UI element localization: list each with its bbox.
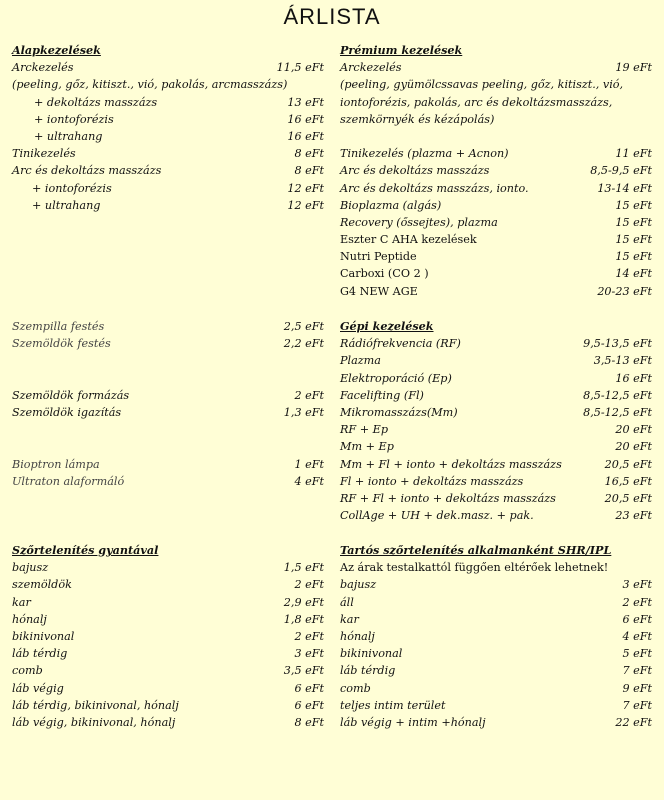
item-name: Facelifting (Fl) bbox=[340, 388, 424, 402]
price-row bbox=[12, 473, 324, 490]
price-row bbox=[12, 111, 324, 128]
price-row bbox=[340, 352, 652, 369]
item-name: Arc és dekoltázs masszázs, ionto. bbox=[340, 181, 529, 195]
item-price: 6 eFt bbox=[294, 698, 324, 712]
item-price: 2,5 eFt bbox=[283, 320, 324, 333]
tartos-heading: Tartós szőrtelenítés alkalmanként SHR/IPL bbox=[340, 543, 612, 557]
item-name: Arckezelés bbox=[340, 61, 402, 75]
price-row bbox=[340, 145, 652, 162]
item-price: 11 eFt bbox=[615, 147, 652, 161]
item-name: hónalj bbox=[340, 629, 375, 643]
item-name: Nutri Peptide bbox=[340, 250, 417, 264]
item-price: 2 eFt bbox=[294, 389, 324, 402]
item-price: 4 eFt bbox=[294, 475, 324, 489]
item-price: 1,5 eFt bbox=[283, 561, 324, 575]
item-price: 5 eFt bbox=[622, 647, 652, 661]
page-title: ÁRLISTA bbox=[283, 4, 381, 29]
alapkezelesek-section bbox=[12, 42, 324, 214]
price-row bbox=[12, 697, 324, 714]
item-name: + iontoforézis bbox=[32, 181, 112, 195]
item-price: 7 eFt bbox=[622, 664, 652, 678]
brow-shaping-section bbox=[12, 387, 324, 421]
price-row bbox=[340, 473, 652, 490]
item-name: láb térdig bbox=[12, 647, 68, 661]
price-row bbox=[340, 335, 652, 352]
price-row bbox=[340, 248, 652, 265]
item-name: kar bbox=[12, 595, 31, 609]
item-name: RF + Ep bbox=[340, 423, 389, 437]
item-price: 11,5 eFt bbox=[276, 61, 324, 75]
item-name: áll bbox=[340, 595, 354, 609]
price-row bbox=[340, 628, 652, 645]
price-row bbox=[340, 404, 652, 421]
item-price: 14 eFt bbox=[615, 267, 652, 281]
item-price: 6 eFt bbox=[622, 612, 652, 626]
item-price: 16 eFt bbox=[287, 129, 324, 143]
item-name: Tinikezelés bbox=[12, 147, 76, 161]
item-name: Ultraton alaformáló bbox=[12, 475, 125, 489]
item-name: Arckezelés bbox=[12, 61, 74, 75]
item-price: 15 eFt bbox=[615, 215, 652, 229]
item-name: Bioplazma (algás) bbox=[340, 198, 442, 212]
item-name: bajusz bbox=[340, 578, 377, 592]
item-name: szemöldök bbox=[12, 578, 72, 592]
item-price: 20-23 eFt bbox=[597, 284, 652, 298]
price-row bbox=[340, 180, 652, 197]
price-row bbox=[340, 714, 652, 731]
price-row bbox=[12, 387, 324, 404]
price-row bbox=[12, 576, 324, 593]
item-name: láb térdig, bikinivonal, hónalj bbox=[12, 698, 179, 712]
item-price: 1,3 eFt bbox=[283, 406, 324, 420]
item-price: 13 eFt bbox=[287, 95, 324, 109]
price-row bbox=[12, 456, 324, 473]
price-row bbox=[340, 438, 652, 455]
price-note: Az árak testalkattól függően eltérőek lehetnek! bbox=[340, 561, 609, 575]
item-price: 13-14 eFt bbox=[597, 181, 652, 195]
item-price: 19 eFt bbox=[615, 61, 652, 75]
item-description: (peeling, gőz, kitiszt., vió, pakolás, arcmasszázs) bbox=[12, 78, 288, 92]
gyanta-heading: Szőrtelenítés gyantával bbox=[12, 543, 159, 557]
price-row bbox=[12, 197, 324, 214]
premium-heading: Prémium kezelések bbox=[340, 43, 463, 57]
item-price: 9,5-13,5 eFt bbox=[583, 337, 652, 351]
price-row bbox=[12, 94, 324, 111]
price-row bbox=[340, 611, 652, 628]
item-price: 6 eFt bbox=[294, 681, 324, 695]
item-name: Szemöldök festés bbox=[12, 337, 111, 351]
price-row bbox=[340, 231, 652, 248]
item-name: láb végig bbox=[12, 681, 64, 695]
item-name: CollAge + UH + dek.masz. + pak. bbox=[340, 509, 534, 523]
price-row bbox=[12, 559, 324, 576]
price-row bbox=[340, 59, 652, 76]
price-row bbox=[12, 335, 324, 352]
price-row bbox=[340, 283, 652, 300]
item-price: 8 eFt bbox=[294, 715, 324, 729]
price-row bbox=[12, 404, 324, 421]
item-name: Recovery (őssejtes), plazma bbox=[340, 215, 498, 229]
item-price: 3 eFt bbox=[294, 647, 324, 661]
device-misc-section bbox=[12, 456, 324, 490]
item-price: 16,5 eFt bbox=[604, 474, 652, 488]
item-name: + ultrahang bbox=[34, 129, 103, 143]
price-row bbox=[12, 180, 324, 197]
item-price: 9 eFt bbox=[622, 681, 652, 695]
item-description: iontoforézis, pakolás, arc és dekoltázsmasszázs, bbox=[340, 95, 613, 109]
item-price: 15 eFt bbox=[615, 198, 652, 212]
price-row bbox=[340, 697, 652, 714]
price-row bbox=[340, 456, 652, 473]
item-price: 12 eFt bbox=[287, 198, 324, 212]
price-row bbox=[340, 507, 652, 524]
item-name: Szemöldök formázás bbox=[12, 389, 130, 402]
item-name: Mikromasszázs(Mm) bbox=[340, 405, 458, 419]
item-name: bikinivonal bbox=[340, 647, 403, 661]
price-row bbox=[12, 318, 324, 335]
item-name: RF + Fl + ionto + dekoltázs masszázs bbox=[340, 491, 556, 505]
price-row bbox=[340, 197, 652, 214]
price-row bbox=[340, 387, 652, 404]
gepi-heading: Gépi kezelések bbox=[340, 319, 434, 333]
item-price: 12 eFt bbox=[287, 181, 324, 195]
item-name: láb végig, bikinivonal, hónalj bbox=[12, 715, 176, 729]
item-name: Elektroporáció (Ep) bbox=[340, 371, 452, 385]
item-price: 8 eFt bbox=[294, 164, 324, 178]
price-row bbox=[340, 662, 652, 679]
item-name: Plazma bbox=[340, 354, 381, 368]
item-price: 16 eFt bbox=[615, 371, 652, 385]
item-price: 3 eFt bbox=[622, 578, 652, 592]
item-price: 20,5 eFt bbox=[604, 491, 652, 505]
price-row bbox=[340, 645, 652, 662]
price-row bbox=[12, 59, 324, 76]
item-name: hónalj bbox=[12, 612, 47, 626]
gepi-section bbox=[340, 318, 652, 524]
item-name: Rádiófrekvencia (RF) bbox=[340, 337, 461, 351]
price-row bbox=[340, 594, 652, 611]
item-name: comb bbox=[12, 664, 43, 678]
spacer bbox=[340, 128, 652, 145]
item-price: 8 eFt bbox=[294, 147, 324, 161]
item-price: 1 eFt bbox=[294, 458, 324, 471]
price-row bbox=[12, 128, 324, 145]
item-name: Mm + Ep bbox=[340, 440, 394, 454]
item-price: 15 eFt bbox=[615, 233, 652, 247]
item-price: 7 eFt bbox=[622, 698, 652, 712]
eye-treatments-section bbox=[12, 318, 324, 352]
item-price: 20 eFt bbox=[615, 440, 652, 454]
alapkezelesek-heading: Alapkezelések bbox=[12, 43, 101, 57]
price-row bbox=[340, 680, 652, 697]
price-row bbox=[340, 162, 652, 179]
item-name: + dekoltázs masszázs bbox=[34, 95, 158, 109]
item-name: Szemöldök igazítás bbox=[12, 406, 122, 420]
price-row bbox=[340, 214, 652, 231]
price-row bbox=[12, 628, 324, 645]
price-row bbox=[12, 645, 324, 662]
price-row bbox=[12, 145, 324, 162]
item-name: Tinikezelés (plazma + Acnon) bbox=[340, 147, 509, 161]
price-row bbox=[12, 714, 324, 731]
item-price: 22 eFt bbox=[615, 715, 652, 729]
item-name: Carboxi (CO 2 ) bbox=[340, 267, 429, 281]
item-name: comb bbox=[340, 681, 371, 695]
item-price: 16 eFt bbox=[287, 112, 324, 126]
item-name: kar bbox=[340, 612, 359, 626]
price-row bbox=[340, 490, 652, 507]
item-price: 2,9 eFt bbox=[283, 595, 324, 609]
price-row bbox=[12, 662, 324, 679]
price-row bbox=[340, 265, 652, 282]
item-price: 23 eFt bbox=[615, 509, 652, 523]
item-price: 1,8 eFt bbox=[283, 612, 324, 626]
item-price: 8,5-12,5 eFt bbox=[583, 405, 652, 419]
item-name: bajusz bbox=[12, 561, 49, 575]
gyanta-section bbox=[12, 542, 324, 731]
item-price: 4 eFt bbox=[622, 629, 652, 643]
price-row bbox=[340, 421, 652, 438]
item-price: 2 eFt bbox=[622, 595, 652, 609]
item-price: 8,5-12,5 eFt bbox=[583, 388, 652, 402]
item-name: Fl + ionto + dekoltázs masszázs bbox=[340, 474, 524, 488]
premium-section bbox=[340, 42, 652, 300]
item-price: 3,5-13 eFt bbox=[593, 354, 652, 368]
item-name: + ultrahang bbox=[32, 198, 101, 212]
item-name: Bioptron lámpa bbox=[12, 458, 100, 471]
item-name: Eszter C AHA kezelések bbox=[340, 233, 477, 247]
item-price: 8,5-9,5 eFt bbox=[590, 164, 652, 178]
item-name: teljes intim terület bbox=[340, 698, 446, 712]
item-name: + iontoforézis bbox=[34, 112, 114, 126]
item-price: 3,5 eFt bbox=[283, 664, 324, 678]
item-name: Mm + Fl + ionto + dekoltázs masszázs bbox=[340, 457, 562, 471]
item-description: szemkörnyék és kézápolás) bbox=[340, 112, 495, 126]
item-name: Arc és dekoltázs masszázs bbox=[12, 164, 162, 178]
price-row bbox=[340, 576, 652, 593]
item-name: láb végig + intim +hónalj bbox=[340, 715, 486, 729]
price-row bbox=[340, 370, 652, 387]
item-name: láb térdig bbox=[340, 664, 396, 678]
item-price: 15 eFt bbox=[615, 250, 652, 264]
price-row bbox=[12, 611, 324, 628]
item-name: Szempilla festés bbox=[12, 320, 105, 333]
item-price: 2,2 eFt bbox=[283, 337, 324, 351]
item-price: 20,5 eFt bbox=[604, 457, 652, 471]
item-name: Arc és dekoltázs masszázs bbox=[340, 164, 490, 178]
item-description: (peeling, gyümölcssavas peeling, gőz, kitiszt., vió, bbox=[340, 78, 624, 92]
item-name: G4 NEW AGE bbox=[340, 284, 418, 298]
price-row bbox=[12, 680, 324, 697]
tartos-section bbox=[340, 542, 652, 731]
item-price: 2 eFt bbox=[294, 578, 324, 592]
price-row bbox=[12, 162, 324, 179]
item-name: bikinivonal bbox=[12, 629, 75, 643]
price-row bbox=[12, 594, 324, 611]
item-price: 2 eFt bbox=[294, 629, 324, 643]
item-price: 20 eFt bbox=[615, 423, 652, 437]
